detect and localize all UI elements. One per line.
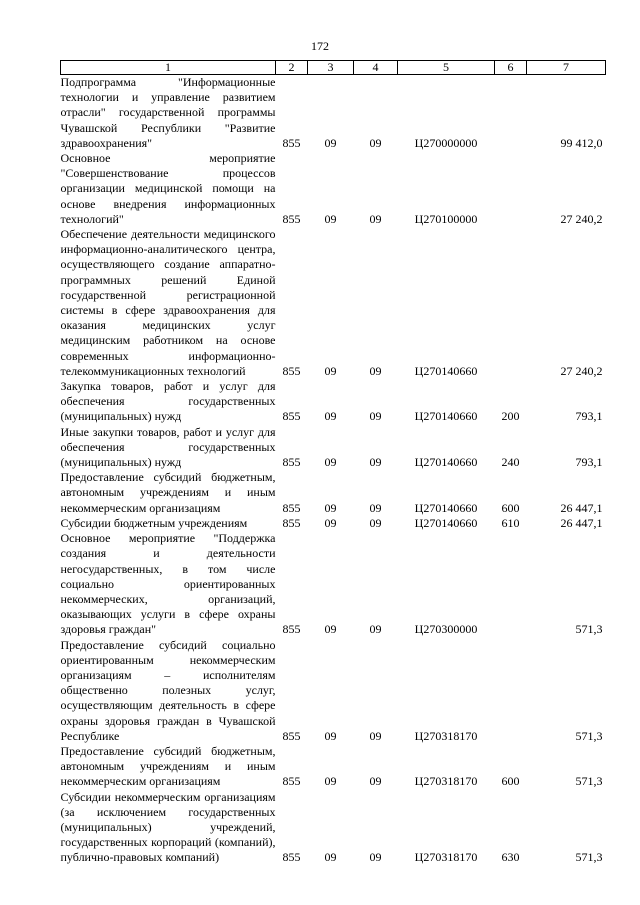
header-col-3: 3 bbox=[308, 61, 354, 75]
row-subsection-code: 09 bbox=[369, 135, 382, 150]
row-article-code: Ц270318170 bbox=[414, 850, 478, 865]
row-article-code: Ц270140660 bbox=[414, 500, 478, 515]
row-amount: 99 412,0 bbox=[560, 135, 603, 150]
row-ministry-code: 855 bbox=[282, 363, 301, 378]
header-col-1: 1 bbox=[61, 61, 276, 75]
row-amount: 571,3 bbox=[575, 728, 603, 743]
row-subsection-code: 09 bbox=[369, 622, 382, 637]
row-expense-type-code: 600 bbox=[501, 500, 520, 515]
row-ministry-code: 855 bbox=[282, 728, 301, 743]
row-amount: 26 447,1 bbox=[560, 515, 603, 530]
row-expense-type-code: 240 bbox=[501, 455, 520, 470]
row-ministry-code: 855 bbox=[282, 409, 301, 424]
row-amount: 571,3 bbox=[575, 622, 603, 637]
row-expense-type-code bbox=[495, 151, 527, 227]
row-subsection-code: 09 bbox=[369, 363, 382, 378]
table-header bbox=[61, 61, 606, 75]
row-article-code: Ц270300000 bbox=[414, 622, 478, 637]
row-description: Основное мероприятие "Совершенствование процессов организации медицинской помощи на основе внедрения информационных технологий" bbox=[60, 151, 276, 226]
table-row bbox=[61, 790, 606, 866]
row-subsection-code: 09 bbox=[369, 211, 382, 226]
row-article-code: Ц270000000 bbox=[414, 135, 478, 150]
table-row bbox=[61, 744, 606, 790]
row-subsection-code: 09 bbox=[369, 455, 382, 470]
header-row bbox=[61, 61, 606, 75]
row-description: Закупка товаров, работ и услуг для обеспечения государственных (муниципальных) нужд bbox=[60, 379, 276, 424]
header-col-6: 6 bbox=[495, 61, 527, 75]
row-ministry-code: 855 bbox=[282, 774, 301, 789]
row-amount: 793,1 bbox=[575, 409, 603, 424]
row-section-code: 09 bbox=[324, 135, 337, 150]
row-section-code: 09 bbox=[324, 409, 337, 424]
row-expense-type-code bbox=[495, 531, 527, 637]
row-subsection-code: 09 bbox=[369, 728, 382, 743]
row-ministry-code: 855 bbox=[282, 500, 301, 515]
row-ministry-code: 855 bbox=[282, 850, 301, 865]
row-section-code: 09 bbox=[324, 455, 337, 470]
table-row bbox=[61, 531, 606, 637]
table-row bbox=[61, 151, 606, 227]
table-row bbox=[61, 470, 606, 516]
row-description: Предоставление субсидий бюджетным, автономным учреждениям и иным некоммерческим организациям bbox=[60, 470, 276, 515]
row-section-code: 09 bbox=[324, 850, 337, 865]
header-col-2: 2 bbox=[276, 61, 308, 75]
row-ministry-code: 855 bbox=[282, 455, 301, 470]
header-col-5: 5 bbox=[398, 61, 495, 75]
row-description: Основное мероприятие "Поддержка создания и деятельности негосударственных, в том числе социально ориентированных некоммерческих, организаций, оказывающих услуги в сфере охраны здоровья граждан" bbox=[60, 531, 276, 637]
row-subsection-code: 09 bbox=[369, 409, 382, 424]
row-ministry-code: 855 bbox=[282, 135, 301, 150]
row-description: Предоставление субсидий социально ориентированным некоммерческим организациям – исполнителям общественно полезных услуг, осуществляющим деятельность в сфере охраны здоровья граждан в Чувашской Республике bbox=[60, 637, 276, 743]
row-subsection-code: 09 bbox=[369, 774, 382, 789]
row-section-code: 09 bbox=[324, 363, 337, 378]
header-col-7: 7 bbox=[527, 61, 606, 75]
row-section-code: 09 bbox=[324, 515, 337, 530]
row-expense-type-code: 200 bbox=[501, 409, 520, 424]
table-body bbox=[61, 75, 606, 866]
row-amount: 571,3 bbox=[575, 850, 603, 865]
row-subsection-code: 09 bbox=[369, 850, 382, 865]
row-ministry-code: 855 bbox=[282, 211, 301, 226]
row-ministry-code: 855 bbox=[282, 622, 301, 637]
row-description: Подпрограмма "Информационные технологии и управление развитием отрасли" государственной программы Чувашской Республики "Развитие здравоохранения" bbox=[60, 75, 276, 150]
row-section-code: 09 bbox=[324, 500, 337, 515]
row-section-code: 09 bbox=[324, 774, 337, 789]
row-expense-type-code bbox=[495, 638, 527, 744]
row-section-code: 09 bbox=[324, 211, 337, 226]
row-description: Обеспечение деятельности медицинского информационно-аналитического центра, осуществляющего создание аппаратно-программных решений Единой государственной регистрационной системы в сфере здравоохранения для оказания медицинских услуг медицинским работником на основе современных информационно-телекоммуникационных технологий bbox=[60, 227, 276, 378]
table-row bbox=[61, 75, 606, 152]
page-number: 172 bbox=[311, 39, 329, 53]
header-col-4: 4 bbox=[354, 61, 398, 75]
row-subsection-code: 09 bbox=[369, 500, 382, 515]
row-article-code: Ц270318170 bbox=[414, 728, 478, 743]
budget-table bbox=[60, 60, 606, 866]
row-amount: 26 447,1 bbox=[560, 500, 603, 515]
row-amount: 793,1 bbox=[575, 455, 603, 470]
row-article-code: Ц270140660 bbox=[414, 515, 478, 530]
row-expense-type-code: 600 bbox=[501, 774, 520, 789]
table-row bbox=[61, 227, 606, 379]
row-expense-type-code bbox=[495, 75, 527, 152]
row-description: Субсидии бюджетным учреждениям bbox=[60, 515, 248, 530]
row-amount: 27 240,2 bbox=[560, 363, 603, 378]
row-amount: 27 240,2 bbox=[560, 211, 603, 226]
table-row bbox=[61, 516, 606, 531]
row-article-code: Ц270100000 bbox=[414, 211, 478, 226]
row-description: Предоставление субсидий бюджетным, автономным учреждениям и иным некоммерческим организациям bbox=[60, 743, 276, 789]
row-section-code: 09 bbox=[324, 622, 337, 637]
row-section-code: 09 bbox=[324, 728, 337, 743]
row-expense-type-code bbox=[495, 227, 527, 379]
row-expense-type-code: 610 bbox=[501, 515, 520, 530]
row-description: Субсидии некоммерческим организациям (за исключением государственных (муниципальных) учреждений, государственных корпораций (компаний), публично-правовых компаний) bbox=[60, 789, 276, 865]
row-subsection-code: 09 bbox=[369, 515, 382, 530]
row-article-code: Ц270140660 bbox=[414, 455, 478, 470]
table-row bbox=[61, 379, 606, 425]
row-ministry-code: 855 bbox=[282, 515, 301, 530]
row-amount: 571,3 bbox=[575, 774, 603, 789]
row-article-code: Ц270140660 bbox=[414, 409, 478, 424]
table-row bbox=[61, 638, 606, 744]
row-article-code: Ц270318170 bbox=[414, 774, 478, 789]
row-description: Иные закупки товаров, работ и услуг для обеспечения государственных (муниципальных) нужд bbox=[60, 424, 276, 470]
row-article-code: Ц270140660 bbox=[414, 363, 478, 378]
table-row bbox=[61, 425, 606, 471]
row-expense-type-code: 630 bbox=[501, 850, 520, 865]
